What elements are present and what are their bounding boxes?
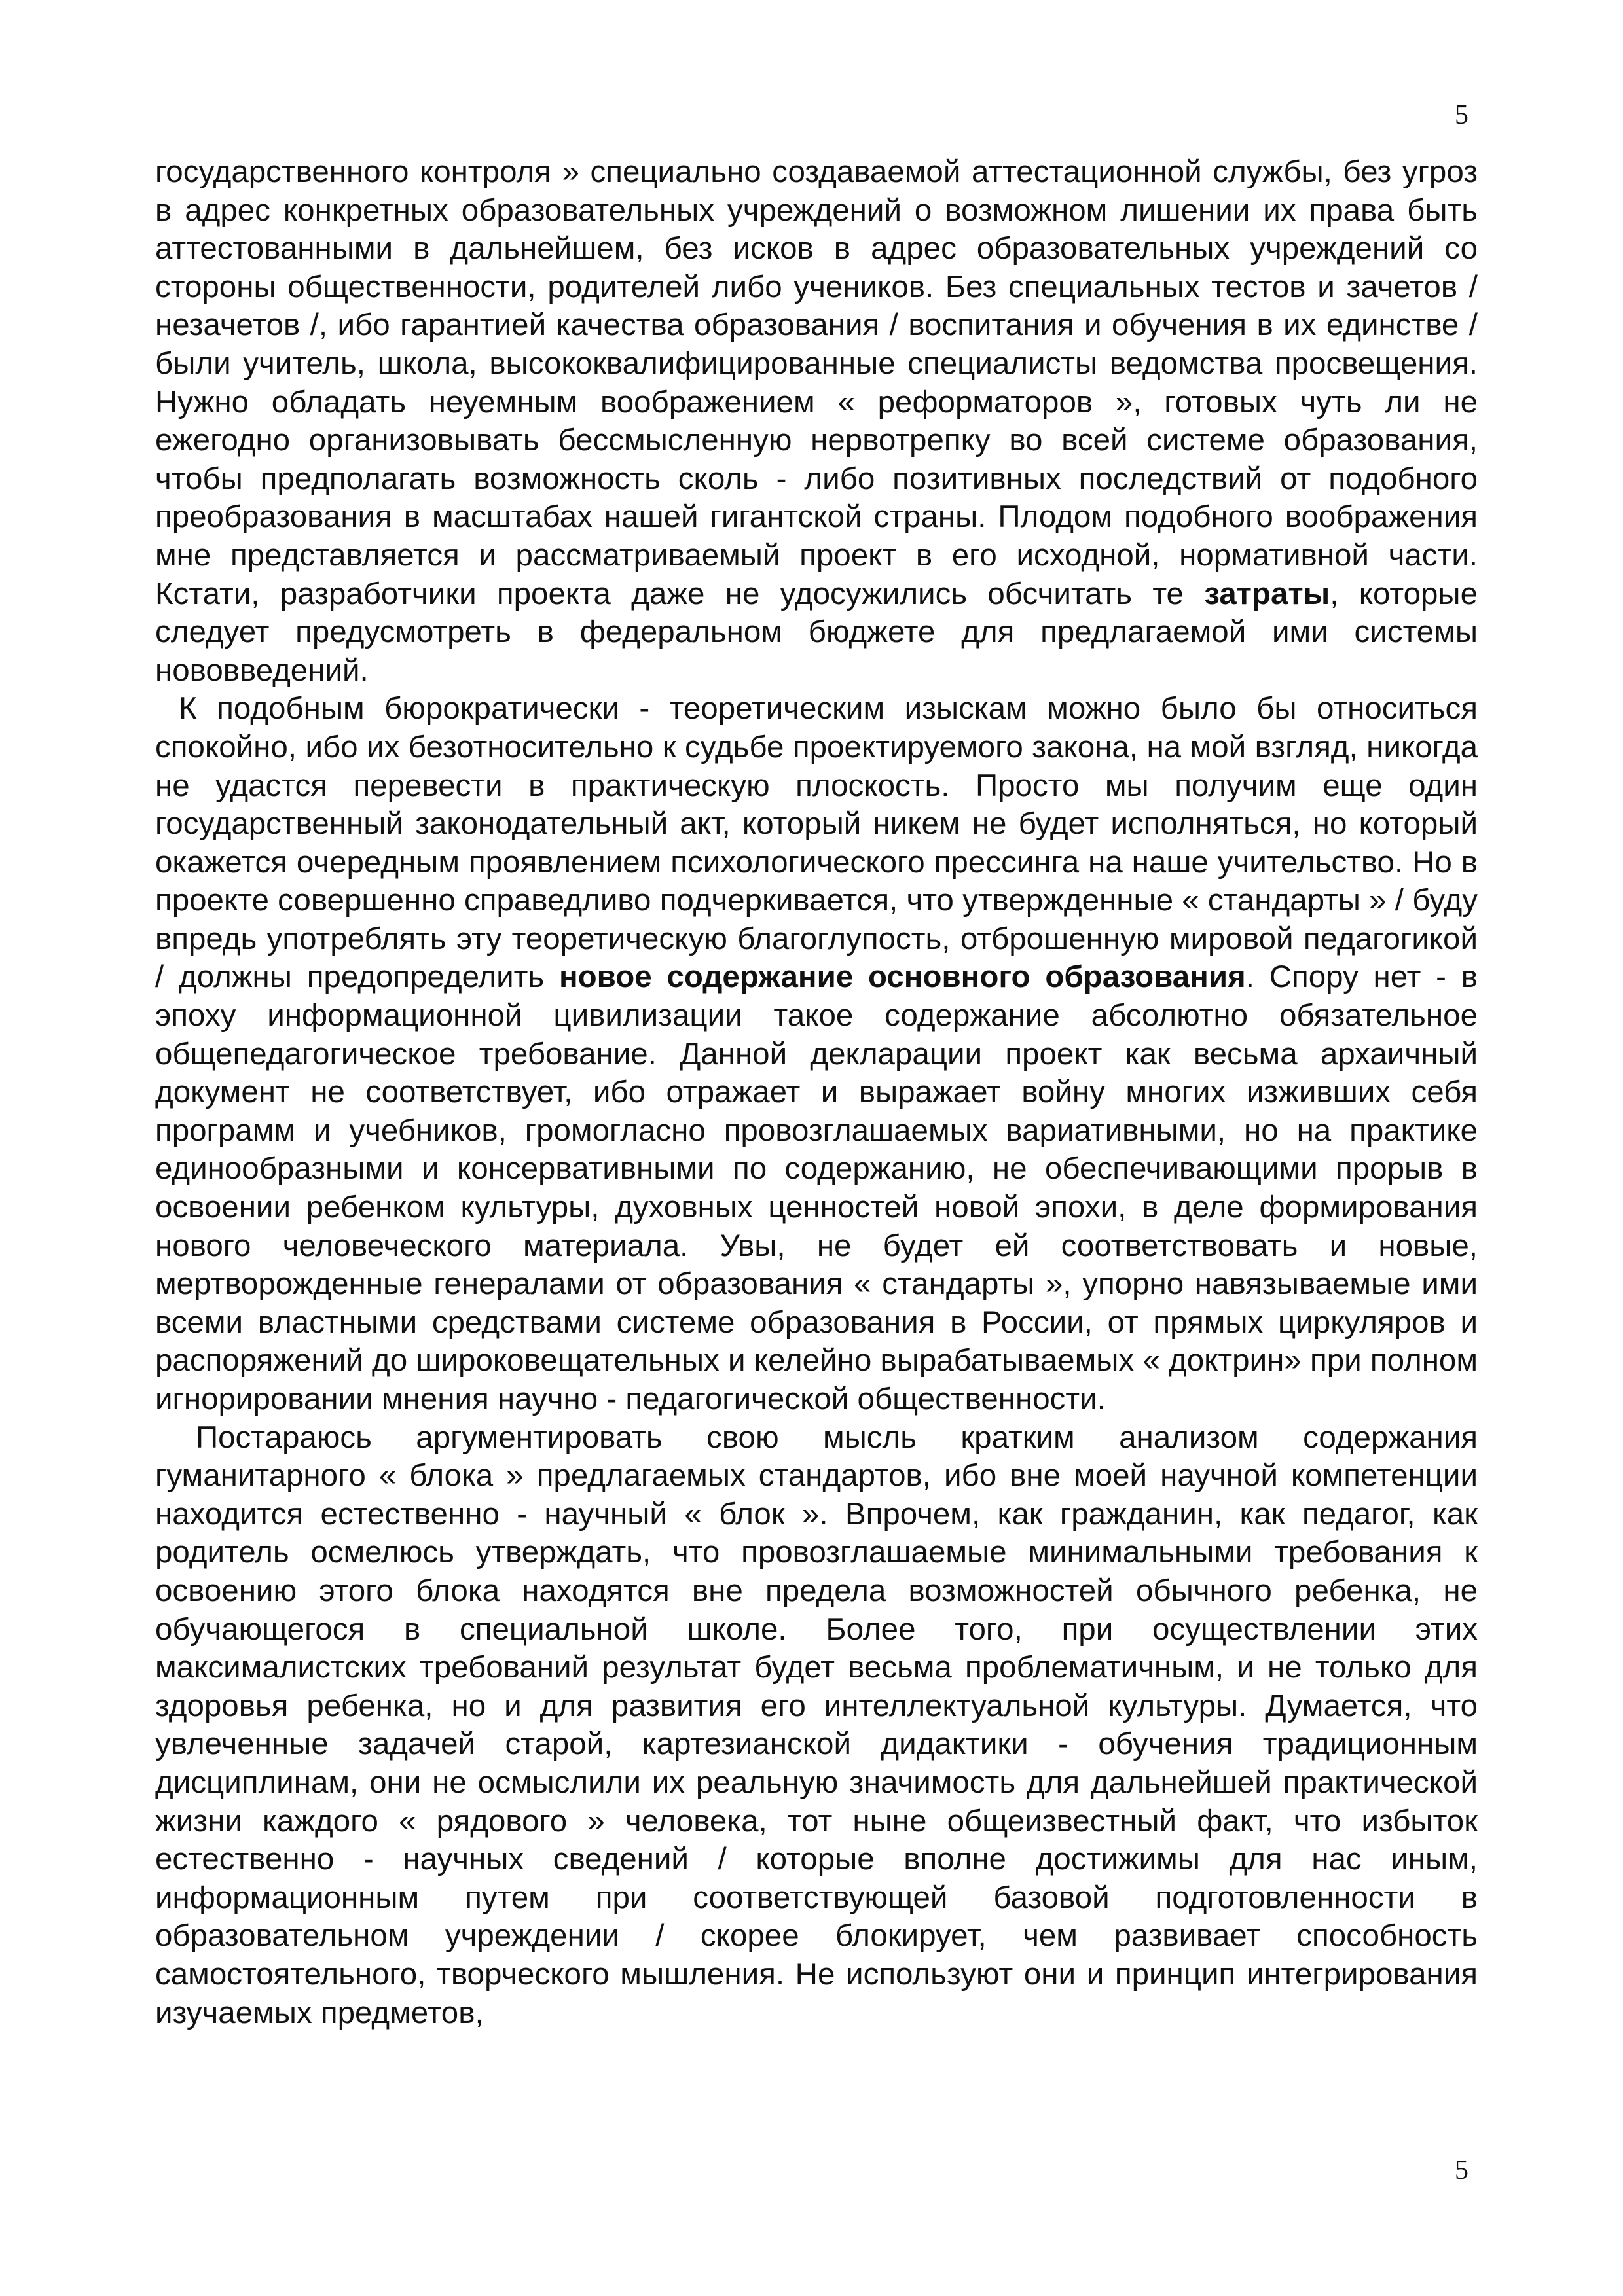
page-number-bottom: 5 bbox=[1455, 2155, 1468, 2185]
paragraph-2-bold-new-content: новое содержание основного образования bbox=[558, 960, 1246, 995]
paragraph-2-text-c: . Спору нет - в эпоху информационной цивилизации такое содержание абсолютно обязательное общепедагогическое требование. Данной декларации проект как весьма архаичный документ не соответствует, ибо отражает и выражает войну многих изживших себя программ и учебников, громогласно провозглашаемых вариативными, но на практике единообразными и консервативными по содержанию, не обеспечивающими прорыв в освоении ребенком культуры, духовных ценностей новой эпохи, в деле формирования нового человеческого материала. Увы, не будет ей соответствовать и новые, мертворожденные генералами от образования « стандарты », упорно навязываемые ими всеми властными средствами системе образования в России, от прямых циркуляров и распоряжений до широковещательных и келейно вырабатываемых « доктрин» при полном игнорировании мнения научно - педагогической общественности. bbox=[155, 960, 1478, 1416]
page-number-top: 5 bbox=[1455, 100, 1468, 130]
paragraph-1-text-c: , которые следует предусмотреть в федеральном бюджете для предлагаемой ими системы нововведений. bbox=[155, 576, 1478, 688]
paragraph-3: Постараюсь аргументировать свою мысль кратким анализом содержания гуманитарного « блока » предлагаемых стандартов, ибо вне моей научной компетенции находится естественно - научный « блок ». Впрочем, как гражданин, как педагог, как родитель осмелюсь утверждать, что провозглашаемые минимальными требования к освоению этого блока находятся вне предела возможностей обычного ребенка, не обучающегося в специальной школе. Более того, при осуществлении этих максималистских требований результат будет весьма проблематичным, и не только для здоровья ребенка, но и для развития его интеллектуальной культуры. Думается, что увлеченные задачей старой, картезианской дидактики - обучения традиционным дисциплинам, они не осмыслили их реальную значимость для дальнейшей практической жизни каждого « рядового » человека, тот ныне общеизвестный факт, что избыток естественно - научных сведений / которые вполне достижимы для нас иным, информационным путем при соответствующей базовой подготовленности в образовательном учреждении / скорее блокирует, чем развивает способность самостоятельного, творческого мышления. Не используют они и принцип интегрирования изучаемых предметов, bbox=[155, 1420, 1478, 2030]
paragraph-1-text-a: государственного контроля » специально создаваемой аттестационной службы, без угроз в адрес конкретных образовательных учреждений о возможном лишении их права быть аттестованными в дальнейшем, без исков в адрес образовательных учреждений со стороны общественности, родителей либо учеников. Без специальных тестов и зачетов / незачетов /, ибо гарантией качества образования / воспитания и обучения в их единстве / были учитель, школа, высококвалифицированные специалисты ведомства просвещения. Нужно обладать неуемным воображением « реформаторов », готовых чуть ли не ежегодно организовывать бессмысленную нервотрепку во всей системе образования, чтобы предполагать возможность сколь - либо позитивных последствий от подобного преобразования в масштабах нашей гигантской страны. Плодом подобного воображения мне представляется и рассматриваемый проект в его исходной, нормативной части. Кстати, разработчики проекта даже не удосужились обсчитать те bbox=[155, 154, 1478, 611]
document-body bbox=[155, 153, 1478, 2032]
paragraph-2-text-a: К подобным бюрократически - теоретическим изыскам можно было бы относиться спокойно, ибо их безотносительно к судьбе проектируемого закона, на мой взгляд, никогда не удастся перевести в практическую плоскость. Просто мы получим еще один государственный законодательный акт, который никем не будет исполняться, но который окажется очередным проявлением психологического прессинга на наше учительство. Но в проекте совершенно справедливо подчеркивается, что утвержденные « стандарты » / буду впредь употреблять эту теоретическую благоглупость, отброшенную мировой педагогикой / должны предопределить bbox=[155, 691, 1478, 995]
paragraph-2 bbox=[155, 690, 1478, 1418]
paragraph-1-bold-zatraty: затраты bbox=[1204, 576, 1330, 611]
paragraph-1 bbox=[155, 153, 1478, 690]
